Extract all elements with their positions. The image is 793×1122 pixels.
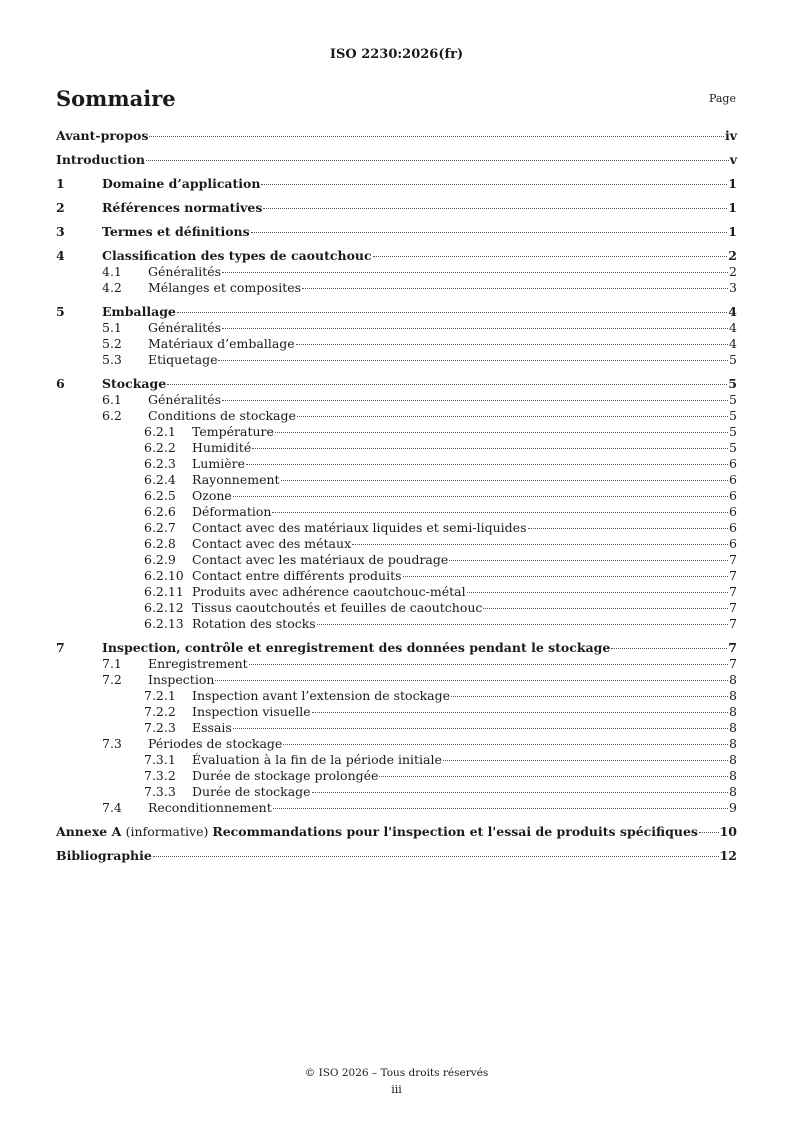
toc-entry[interactable]	[56, 392, 737, 408]
annex-title: Recommandations pour l'inspection et l'essai de produits spécifiques	[212, 824, 698, 839]
toc-entry-page: 12	[719, 848, 737, 863]
toc-entry-title: Produits avec adhérence caoutchouc-métal	[192, 584, 466, 599]
toc-entry[interactable]	[56, 280, 737, 296]
toc-entry-number: 6.1	[102, 392, 122, 407]
toc-entry-number: 5.3	[102, 352, 122, 367]
toc-entry-title: Rayonnement	[192, 472, 280, 487]
toc-entry-page: iv	[724, 128, 737, 143]
toc-entry-page: 7	[729, 584, 737, 599]
dot-leader	[611, 648, 727, 649]
toc-entry-page: 5	[729, 424, 737, 439]
toc-entry-number: 7.2.3	[144, 720, 176, 735]
toc-entry-title: Lumière	[192, 456, 245, 471]
dot-leader	[222, 328, 728, 329]
toc-entry-title: Généralités	[148, 320, 222, 335]
toc-entry-title: Rotation des stocks	[192, 616, 316, 631]
dot-leader	[249, 664, 728, 665]
dot-leader	[149, 136, 724, 137]
toc-entry-page: 4	[729, 336, 737, 351]
toc-entry-number: 6.2.7	[144, 520, 176, 535]
toc-entry[interactable]	[56, 752, 737, 768]
toc-entry[interactable]	[56, 488, 737, 504]
toc-entry-number: 2	[56, 200, 65, 215]
toc-entry-page: 6	[729, 488, 737, 503]
toc-entry-page: 5	[729, 440, 737, 455]
dot-leader	[263, 208, 727, 209]
dot-leader	[246, 464, 728, 465]
toc-entry-page: 10	[719, 824, 737, 839]
dot-leader	[403, 576, 729, 577]
toc-entry-title	[56, 824, 698, 840]
dot-leader	[281, 480, 728, 481]
dot-leader	[297, 416, 728, 417]
toc-entry[interactable]	[56, 640, 737, 656]
toc-entry-number: 7	[56, 640, 65, 655]
toc-entry-number: 7.2	[102, 672, 122, 687]
toc-entry-page: 3	[729, 280, 737, 295]
dot-leader	[379, 776, 728, 777]
toc-entry-page: 8	[729, 720, 737, 735]
toc-entry-page: 7	[729, 656, 737, 671]
toc-entry-title: Matériaux d’emballage	[148, 336, 295, 351]
toc-entry-page: 6	[729, 456, 737, 471]
toc-entry[interactable]	[56, 504, 737, 520]
toc-entry-page: 8	[729, 736, 737, 751]
toc-entry-number: 7.3.3	[144, 784, 176, 799]
toc-entry[interactable]	[56, 200, 737, 216]
dot-leader	[272, 512, 728, 513]
toc-entry-page: 2	[729, 264, 737, 279]
toc-entry[interactable]	[56, 568, 737, 584]
dot-leader	[443, 760, 728, 761]
toc-entry-number: 6.2.8	[144, 536, 176, 551]
dot-leader	[167, 384, 727, 385]
toc-entry-number: 6.2.12	[144, 600, 184, 615]
toc-entry-number: 7.3.1	[144, 752, 176, 767]
toc-entry-title: Contact entre différents produits	[192, 568, 402, 583]
dot-leader	[467, 592, 728, 593]
toc-entry-page: 5	[729, 392, 737, 407]
toc-entry-page: 8	[729, 672, 737, 687]
toc-entry-page: 1	[728, 200, 737, 215]
toc-entry-number: 6.2.4	[144, 472, 176, 487]
toc-entry-page: 5	[729, 408, 737, 423]
toc-entry-title: Mélanges et composites	[148, 280, 302, 295]
toc-entry-page: 1	[728, 224, 737, 239]
toc-entry-page: 4	[729, 320, 737, 335]
toc-entry-number: 7.2.1	[144, 688, 176, 703]
dot-leader	[222, 272, 728, 273]
toc-entry[interactable]	[56, 456, 737, 472]
dot-leader	[261, 184, 727, 185]
toc-entry[interactable]	[56, 736, 737, 752]
toc-entry-title: Durée de stockage prolongée	[192, 768, 379, 783]
toc-entry-number: 1	[56, 176, 65, 191]
dot-leader	[222, 400, 728, 401]
dot-leader	[699, 832, 719, 833]
toc-entry-title: Bibliographie	[56, 848, 152, 863]
toc-entry-number: 6.2.2	[144, 440, 176, 455]
toc-entry-title: Humidité	[192, 440, 252, 455]
toc-entry-title: Évaluation à la fin de la période initiale	[192, 752, 442, 767]
toc-entry[interactable]	[56, 264, 737, 280]
dot-leader	[449, 560, 728, 561]
toc-entry-title: Généralités	[148, 264, 222, 279]
toc-entry[interactable]	[56, 520, 737, 536]
toc-entry-page: 7	[729, 552, 737, 567]
dot-leader	[146, 160, 729, 161]
toc-entry-page: 6	[729, 536, 737, 551]
toc-entry-page: 4	[728, 304, 737, 319]
toc-entry-title: Introduction	[56, 152, 146, 167]
dot-leader	[528, 528, 729, 529]
toc-entry-page: 8	[729, 784, 737, 799]
toc-entry[interactable]	[56, 336, 737, 352]
toc-entry-title: Contact avec les matériaux de poudrage	[192, 552, 449, 567]
toc-entry-title: Contact avec des matériaux liquides et semi-liquides	[192, 520, 527, 535]
toc-entry-page: 8	[729, 768, 737, 783]
toc-entry[interactable]	[56, 672, 737, 688]
annex-label: Annexe A	[56, 824, 126, 839]
toc-entry[interactable]	[56, 656, 737, 672]
toc-entry[interactable]	[56, 320, 737, 336]
dot-leader	[317, 624, 728, 625]
toc-entry[interactable]	[56, 552, 737, 568]
toc-entry-number: 7.4	[102, 800, 122, 815]
toc-entry-number: 7.3	[102, 736, 122, 751]
dot-leader	[177, 312, 727, 313]
toc-entry-number: 5	[56, 304, 65, 319]
toc-entry[interactable]	[56, 536, 737, 552]
toc-entry[interactable]	[56, 176, 737, 192]
toc-entry-page: 8	[729, 704, 737, 719]
toc-entry-number: 3	[56, 224, 65, 239]
dot-leader	[273, 808, 728, 809]
toc-entry-title: Essais	[192, 720, 232, 735]
page-title: Sommaire	[56, 86, 176, 111]
toc-entry-title: Déformation	[192, 504, 272, 519]
toc-entry-page: 2	[728, 248, 737, 263]
toc-entry-title: Enregistrement	[148, 656, 248, 671]
toc-entry[interactable]	[56, 224, 737, 240]
toc-entry-number: 4	[56, 248, 65, 263]
toc-entry-page: 5	[728, 376, 737, 391]
toc-entry[interactable]	[56, 424, 737, 440]
toc-entry-page: 1	[728, 176, 737, 191]
dot-leader	[451, 696, 728, 697]
dot-leader	[312, 712, 728, 713]
toc-entry-title: Ozone	[192, 488, 232, 503]
toc-entry[interactable]	[56, 472, 737, 488]
document-header: ISO 2230:2026(fr)	[329, 47, 464, 62]
toc-entry[interactable]	[56, 704, 737, 720]
toc-entry[interactable]	[56, 800, 737, 816]
toc-entry-title: Etiquetage	[148, 352, 218, 367]
page-column-label: Page	[708, 92, 736, 105]
dot-leader	[312, 792, 728, 793]
toc-entry[interactable]	[56, 440, 737, 456]
toc-entry[interactable]	[56, 376, 737, 392]
toc-entry-page: 9	[729, 800, 737, 815]
annex-type: (informative)	[125, 824, 213, 839]
toc-entry-title: Tissus caoutchoutés et feuilles de caoutchouc	[192, 600, 483, 615]
toc-entry[interactable]	[56, 408, 737, 424]
toc-entry-title: Contact avec des métaux	[192, 536, 352, 551]
toc-entry-page: 7	[729, 616, 737, 631]
dot-leader	[233, 728, 728, 729]
dot-leader	[302, 288, 728, 289]
toc-entry-number: 6.2.6	[144, 504, 176, 519]
toc-entry[interactable]	[56, 616, 737, 632]
toc-entry-number: 6.2	[102, 408, 122, 423]
toc-entry-page: 8	[729, 752, 737, 767]
toc-entry-title: Stockage	[102, 376, 167, 391]
dot-leader	[233, 496, 728, 497]
toc-entry-title: Inspection visuelle	[192, 704, 311, 719]
dot-leader	[296, 344, 728, 345]
toc-entry[interactable]	[56, 688, 737, 704]
toc-entry-title: Emballage	[102, 304, 176, 319]
toc-entry-title: Généralités	[148, 392, 222, 407]
toc-entry-title: Classification des types de caoutchouc	[102, 248, 372, 263]
toc-entry-number: 6.2.13	[144, 616, 184, 631]
toc-entry-number: 6.2.1	[144, 424, 176, 439]
toc-entry[interactable]	[56, 304, 737, 320]
copyright-footer: © ISO 2026 – Tous droits réservés	[304, 1067, 489, 1079]
toc-entry-number: 6	[56, 376, 65, 391]
toc-entry-number: 6.2.11	[144, 584, 184, 599]
toc-entry[interactable]	[56, 248, 737, 264]
toc-entry-number: 4.1	[102, 264, 122, 279]
toc-entry[interactable]	[56, 848, 737, 864]
toc-entry[interactable]	[56, 128, 737, 144]
toc-entry-title: Durée de stockage	[192, 784, 311, 799]
toc-entry-number: 5.2	[102, 336, 122, 351]
toc-entry-page: v	[729, 152, 737, 167]
toc-entry-page: 6	[729, 504, 737, 519]
toc-entry[interactable]	[56, 584, 737, 600]
toc-entry[interactable]	[56, 720, 737, 736]
toc-entry-page: 6	[729, 520, 737, 535]
dot-leader	[252, 448, 728, 449]
toc-entry-title: Termes et définitions	[102, 224, 250, 239]
toc-entry-title: Conditions de stockage	[148, 408, 296, 423]
dot-leader	[373, 256, 728, 257]
toc-entry-number: 6.2.5	[144, 488, 176, 503]
page-number: iii	[391, 1083, 402, 1096]
toc-entry-title: Références normatives	[102, 200, 263, 215]
toc-entry-title: Reconditionnement	[148, 800, 272, 815]
dot-leader	[153, 856, 719, 857]
toc-entry-title: Inspection avant l’extension de stockage	[192, 688, 451, 703]
dot-leader	[275, 432, 728, 433]
toc-entry-number: 7.3.2	[144, 768, 176, 783]
toc-entry[interactable]	[56, 152, 737, 168]
toc-entry[interactable]	[56, 824, 737, 840]
dot-leader	[283, 744, 728, 745]
dot-leader	[215, 680, 728, 681]
toc-entry-page: 7	[729, 568, 737, 583]
toc-entry-number: 7.2.2	[144, 704, 176, 719]
toc-entry-page: 7	[728, 640, 737, 655]
dot-leader	[483, 608, 728, 609]
toc-entry-number: 5.1	[102, 320, 122, 335]
toc-entry[interactable]	[56, 352, 737, 368]
toc-entry-title: Inspection	[148, 672, 215, 687]
toc-entry[interactable]	[56, 600, 737, 616]
toc-entry-title: Avant-propos	[56, 128, 149, 143]
toc-entry-title: Domaine d’application	[102, 176, 261, 191]
toc-entry-number: 6.2.10	[144, 568, 184, 583]
toc-entry-page: 5	[729, 352, 737, 367]
toc-entry-page: 8	[729, 688, 737, 703]
toc-entry[interactable]	[56, 784, 737, 800]
toc-entry-number: 6.2.3	[144, 456, 176, 471]
toc-entry-number: 7.1	[102, 656, 122, 671]
table-of-contents	[56, 128, 737, 864]
dot-leader	[352, 544, 728, 545]
toc-entry-number: 4.2	[102, 280, 122, 295]
dot-leader	[218, 360, 728, 361]
toc-entry-number: 6.2.9	[144, 552, 176, 567]
dot-leader	[251, 232, 728, 233]
toc-entry-page: 6	[729, 472, 737, 487]
toc-entry-title: Périodes de stockage	[148, 736, 283, 751]
toc-entry-title: Inspection, contrôle et enregistrement des données pendant le stockage	[102, 640, 611, 655]
toc-entry-page: 7	[729, 600, 737, 615]
toc-entry[interactable]	[56, 768, 737, 784]
toc-entry-title: Température	[192, 424, 274, 439]
